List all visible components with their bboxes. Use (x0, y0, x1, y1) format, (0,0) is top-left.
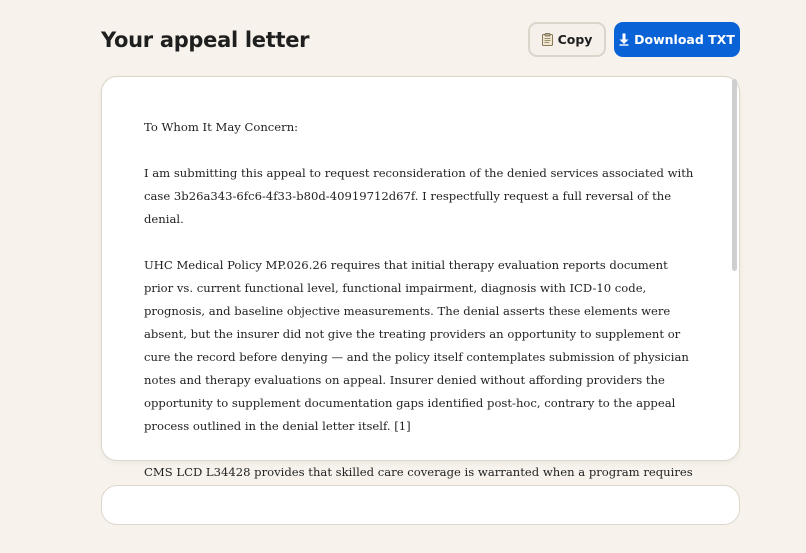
letter-paragraph-policy: UHC Medical Policy MP.026.26 requires that initial therapy evaluation reports document prior vs. current functional level, functional impairment, diagnosis with ICD-10 code, prognosis, and baseline objective measurements. The denial asserts these elements were absent, but the insurer did not give the treating providers an opportunity to supplement or cure the record before denying — and the policy itself contemplates submission of physician notes and therapy evaluations on appeal. Insurer denied without affording providers the opportunity to supplement documentation gaps identified post-hoc, contrary to the appeal process outlined in the denial letter itself. [1] (144, 258, 689, 433)
letter-paragraph-cms: CMS LCD L34428 provides that skilled care coverage is warranted when a program requires (144, 465, 693, 479)
letter-scrollbar[interactable] (732, 79, 738, 459)
clipboard-icon (542, 33, 553, 46)
download-txt-button[interactable] (614, 22, 740, 57)
download-button-label: Download TXT (634, 32, 735, 47)
letter-salutation: To Whom It May Concern: (144, 120, 299, 134)
copy-button-label: Copy (557, 32, 593, 47)
next-section-panel (101, 485, 740, 525)
page-title: Your appeal letter (101, 28, 310, 52)
copy-button[interactable] (528, 22, 606, 57)
download-arrow-icon (619, 33, 629, 46)
letter-scrollbar-thumb[interactable] (732, 79, 737, 271)
appeal-letter-panel[interactable] (101, 76, 740, 479)
letter-paragraph-intro: I am submitting this appeal to request reconsideration of the denied services associated with case 3b26a343-6fc6-4f33-b80d-40919712d67f. I respectfully request a full reversal of the denial. (144, 166, 694, 226)
